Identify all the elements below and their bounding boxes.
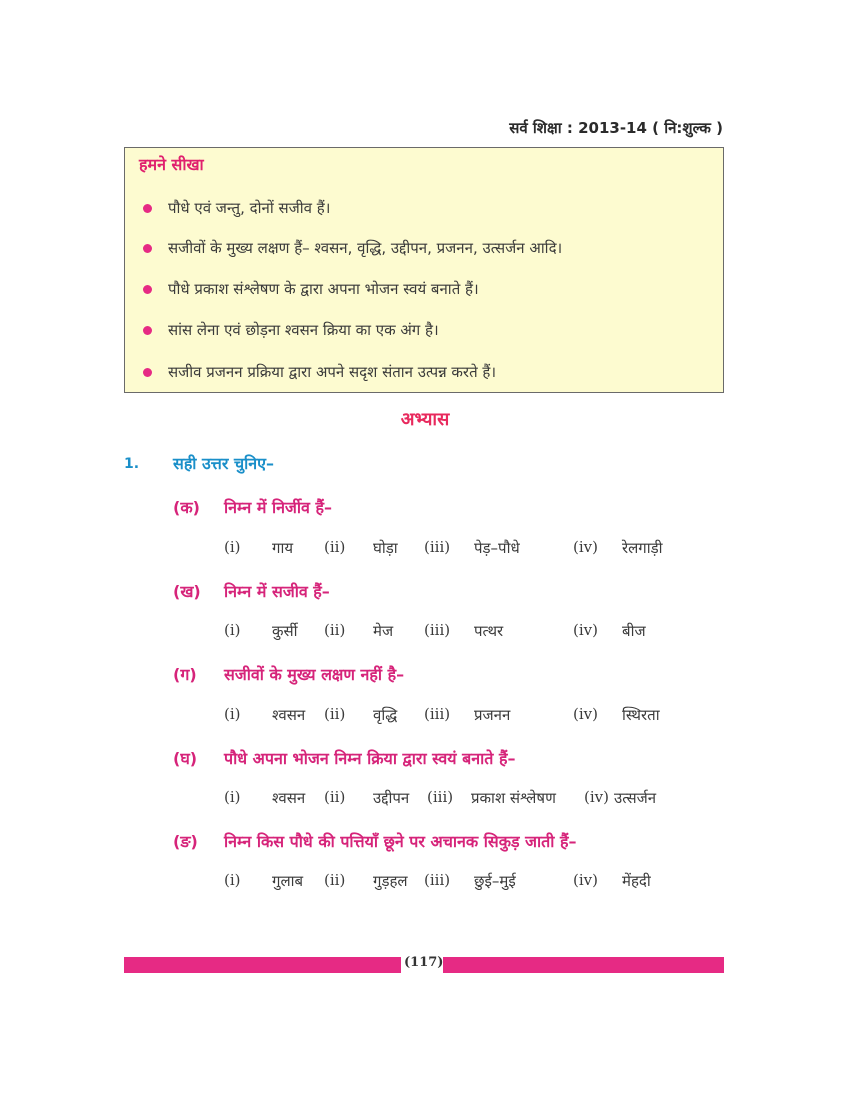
- option-text: श्वसन: [272, 789, 306, 807]
- part-text-nga: निम्न किस पौधे की पत्तियाँ छूने पर अचानक सिकुड़ जाती हैं–: [224, 832, 577, 851]
- question-title: सही उत्तर चुनिए–: [173, 454, 274, 473]
- option-text: मेज: [373, 622, 394, 640]
- bullet-dot-icon: [143, 204, 152, 213]
- option-text: रेलगाड़ी: [622, 539, 663, 557]
- option-num: (iii): [427, 788, 454, 806]
- option-num: (iv): [584, 788, 609, 806]
- option-text: प्रजनन: [474, 706, 511, 724]
- part-label-gha: (घ): [173, 749, 198, 768]
- part-label-ka: (क): [173, 498, 200, 517]
- option-num: (i): [224, 705, 241, 723]
- summary-box: [124, 147, 724, 393]
- part-label-nga: (ङ): [173, 832, 198, 851]
- summary-bullet: [143, 238, 562, 258]
- summary-bullet-text: सजीव प्रजनन प्रक्रिया द्वारा अपने सदृश संतान उत्पन्न करते हैं।: [168, 363, 497, 381]
- option-text: उद्दीपन: [373, 789, 410, 807]
- footer-bar-left: [124, 957, 401, 973]
- bullet-dot-icon: [143, 285, 152, 294]
- summary-bullet: [143, 362, 496, 382]
- part-text-kha: निम्न में सजीव हैं–: [224, 582, 330, 601]
- option-text: छुई–मुई: [474, 872, 516, 890]
- option-text: बीज: [622, 622, 646, 640]
- option-num: (iii): [424, 871, 451, 889]
- page-number: (117): [404, 955, 444, 970]
- bullet-dot-icon: [143, 368, 152, 377]
- bullet-dot-icon: [143, 244, 152, 253]
- option-num: (ii): [324, 538, 346, 556]
- option-text: कुर्सी: [272, 622, 298, 640]
- option-num: (iv): [573, 871, 598, 889]
- summary-bullet: [143, 279, 479, 299]
- option-num: (ii): [324, 788, 346, 806]
- part-text-gha: पौधे अपना भोजन निम्न क्रिया द्वारा स्वयं बनाते हैं–: [224, 749, 516, 768]
- summary-title: हमने सीखा: [139, 155, 204, 174]
- part-text-ga: सजीवों के मुख्य लक्षण नहीं है–: [224, 665, 405, 684]
- option-num: (i): [224, 538, 241, 556]
- option-num: (iv): [573, 705, 598, 723]
- summary-bullet: [143, 320, 439, 340]
- option-num: (iii): [424, 538, 451, 556]
- summary-bullet: [143, 198, 330, 218]
- summary-bullet-text: सांस लेना एवं छोड़ना श्वसन क्रिया का एक अंग है।: [168, 321, 439, 339]
- option-text: गुड़हल: [373, 872, 408, 890]
- option-text: घोड़ा: [373, 539, 398, 557]
- part-label-kha: (ख): [173, 582, 201, 601]
- summary-bullet-text: पौधे प्रकाश संश्लेषण के द्वारा अपना भोजन स्वयं बनाते हैं।: [168, 280, 479, 298]
- option-text: मेंहदी: [622, 872, 651, 890]
- option-text: पेड़–पौधे: [474, 539, 520, 557]
- page-header: सर्व शिक्षा : 2013-14 ( नि:शुल्क ): [509, 119, 723, 137]
- option-text: उत्सर्जन: [614, 789, 657, 807]
- option-num: (iv): [573, 538, 598, 556]
- option-text: पत्थर: [474, 622, 504, 640]
- option-num: (iii): [424, 621, 451, 639]
- option-num: (iii): [424, 705, 451, 723]
- option-text: स्थिरता: [622, 706, 660, 724]
- option-num: (iv): [573, 621, 598, 639]
- bullet-dot-icon: [143, 326, 152, 335]
- option-text: वृद्धि: [373, 706, 398, 724]
- option-num: (i): [224, 788, 241, 806]
- summary-bullet-text: सजीवों के मुख्य लक्षण हैं– श्वसन, वृद्धि, उद्दीपन, प्रजनन, उत्सर्जन आदि।: [168, 239, 563, 257]
- option-text: श्वसन: [272, 706, 306, 724]
- part-text-ka: निम्न में निर्जीव हैं–: [224, 498, 333, 517]
- question-number: 1.: [124, 456, 140, 472]
- summary-bullet-text: पौधे एवं जन्तु, दोनों सजीव हैं।: [168, 199, 331, 217]
- part-label-ga: (ग): [173, 665, 197, 684]
- option-text: गाय: [272, 539, 294, 557]
- option-num: (ii): [324, 705, 346, 723]
- option-num: (i): [224, 871, 241, 889]
- option-num: (i): [224, 621, 241, 639]
- exercise-title: अभ्यास: [400, 409, 450, 430]
- option-text: प्रकाश संश्लेषण: [471, 789, 556, 807]
- option-text: गुलाब: [272, 872, 304, 890]
- option-num: (ii): [324, 871, 346, 889]
- footer-bar-right: [443, 957, 724, 973]
- option-num: (ii): [324, 621, 346, 639]
